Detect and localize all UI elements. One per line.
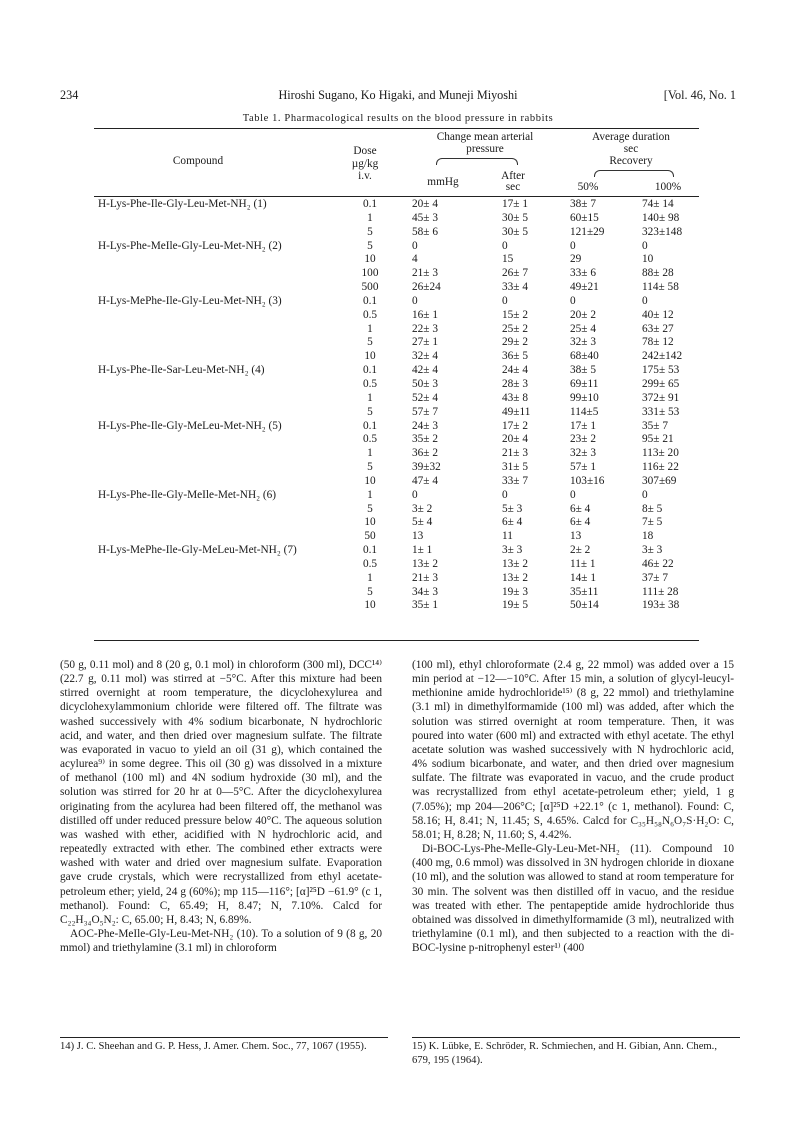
cell-after: 43± 8 — [502, 391, 528, 404]
cell-recovery-100: 372± 91 — [642, 391, 680, 404]
running-head — [60, 88, 736, 106]
cell-after: 6± 4 — [502, 516, 523, 529]
cell-after: 0 — [502, 239, 508, 252]
table-top-rule — [94, 128, 699, 129]
cell-mmhg: 22± 3 — [412, 322, 438, 335]
cell-recovery-100: 323±148 — [642, 225, 683, 238]
cell-recovery-100: 3± 3 — [642, 544, 663, 557]
cell-dose: 5 — [367, 461, 373, 474]
cell-recovery-100: 193± 38 — [642, 599, 680, 612]
cell-after: 11 — [502, 530, 513, 543]
cell-recovery-100: 0 — [642, 488, 648, 501]
cell-after: 31± 5 — [502, 461, 528, 474]
cell-recovery-100: 40± 12 — [642, 308, 674, 321]
cell-recovery-50: 50±14 — [570, 599, 599, 612]
paragraph: AOC-Phe-MeIle-Gly-Leu-Met-NH₂ (10). To a solution of 9 (8 g, 20 mmol) and triethylamine (3.1 ml) in chloroform — [60, 927, 382, 955]
header-after: After — [501, 170, 525, 182]
cell-recovery-50: 103±16 — [570, 474, 605, 487]
cell-after: 20± 4 — [502, 433, 528, 446]
cell-mmhg: 16± 1 — [412, 308, 438, 321]
table-row — [94, 226, 699, 240]
paragraph: (50 g, 0.11 mol) and 8 (20 g, 0.1 mol) in chloroform (300 ml), DCC¹⁴⁾ (22.7 g, 0.11 mol) was stirred at −5°C. After this mixture had been stirred overnight at room temperature, the dicyclohexylurea and dicyclohexylammonium chloride were filtered off. The filtrate was washed successively with 4% sodium bicarbonate, N hydrochloric acid, and water, and then dried over magnesium sulfate. The filtrate was evaporated in vacuo to yield an oil (31 g), which contained the acylurea⁹⁾ in some degree. This oil (30 g) was dissolved in a mixture of methanol (100 ml) and 4N sodium hydroxide (30 ml), and the solution was stirred for 20 hr at 0—5°C. After the dicyclohexylurea originating from the acylurea had been filtered off, the methanol was distilled off under reduced pressure below 40°C. The aqueous solution was washed with ether, acidified with N hydrochloric acid, and repeatedly extracted with ether. The combined ether extracts were washed with water and dried over magnesium sulfate. Evaporation gave crude crystals, which were recrystallized from ethyl acetate-petroleum ether; yield, 24 g (60%); mp 115—116°; [α]²⁵D −61.9° (c 1, methanol). Found: C, 65.49; H, 8.47; N, 7.10%. Calcd for C₂₂H₃₄O₅N₂: C, 65.00; H, 8.43; N, 6.89%. — [60, 659, 382, 926]
cell-recovery-50: 0 — [570, 239, 576, 252]
table-body — [94, 198, 699, 613]
cell-after: 49±11 — [502, 405, 531, 418]
cell-mmhg: 21± 3 — [412, 267, 438, 280]
table-row — [94, 544, 699, 558]
cell-dose: 100 — [361, 267, 379, 280]
table-row — [94, 323, 699, 337]
cell-mmhg: 0 — [412, 488, 418, 501]
cell-dose: 5 — [367, 405, 373, 418]
cell-recovery-100: 111± 28 — [642, 585, 679, 598]
cell-recovery-50: 13 — [570, 530, 582, 543]
cell-recovery-100: 95± 21 — [642, 433, 674, 446]
cell-after: 0 — [502, 488, 508, 501]
cell-recovery-50: 32± 3 — [570, 447, 596, 460]
cell-dose: 5 — [367, 585, 373, 598]
header-after-sec: sec — [505, 181, 521, 193]
cell-dose: 0.1 — [362, 419, 378, 432]
footnote-rule-left — [60, 1037, 388, 1038]
cell-after: 25± 2 — [502, 322, 528, 335]
cell-dose: 10 — [364, 474, 376, 487]
cell-compound: H-Lys-Phe-Ile-Gly-MeLeu-Met-NH₂ (5) — [98, 419, 282, 432]
cell-mmhg: 5± 4 — [412, 516, 433, 529]
cell-recovery-50: 2± 2 — [570, 544, 591, 557]
cell-dose: 1 — [367, 322, 373, 335]
cell-dose: 0.5 — [362, 433, 378, 446]
cell-recovery-100: 46± 22 — [642, 557, 674, 570]
cell-mmhg: 47± 4 — [412, 474, 438, 487]
cell-recovery-50: 29 — [570, 253, 582, 266]
cell-recovery-50: 69±11 — [570, 377, 599, 390]
table-row — [94, 392, 699, 406]
cell-after: 5± 3 — [502, 502, 523, 515]
table-bottom-rule — [94, 640, 699, 641]
cell-mmhg: 4 — [412, 253, 418, 266]
cell-recovery-100: 7± 5 — [642, 516, 663, 529]
cell-mmhg: 20± 4 — [412, 198, 438, 210]
cell-dose: 10 — [364, 350, 376, 363]
table-row — [94, 461, 699, 475]
cell-recovery-100: 78± 12 — [642, 336, 674, 349]
cell-after: 33± 7 — [502, 474, 528, 487]
table-row — [94, 378, 699, 392]
cell-recovery-50: 17± 1 — [570, 419, 596, 432]
cell-after: 15 — [502, 253, 514, 266]
table-row — [94, 281, 699, 295]
cell-recovery-100: 0 — [642, 239, 648, 252]
cell-after: 3± 3 — [502, 544, 523, 557]
cell-recovery-50: 35±11 — [570, 585, 599, 598]
cell-mmhg: 50± 3 — [412, 377, 438, 390]
cell-recovery-50: 60±15 — [570, 211, 599, 224]
cell-dose: 1 — [367, 391, 373, 404]
cell-after: 0 — [502, 294, 508, 307]
table-row — [94, 433, 699, 447]
cell-recovery-50: 38± 7 — [570, 198, 596, 210]
cell-after: 15± 2 — [502, 308, 528, 321]
cell-after: 33± 4 — [502, 281, 528, 294]
cell-recovery-100: 242±142 — [642, 350, 683, 363]
header-dose-unit: µg/kg — [351, 158, 379, 170]
table-row — [94, 516, 699, 530]
table-row — [94, 489, 699, 503]
cell-mmhg: 13 — [412, 530, 424, 543]
cell-compound: H-Lys-MePhe-Ile-Gly-MeLeu-Met-NH₂ (7) — [98, 544, 297, 557]
cell-dose: 5 — [367, 336, 373, 349]
cell-after: 19± 5 — [502, 599, 528, 612]
table-row — [94, 336, 699, 350]
cell-after: 19± 3 — [502, 585, 528, 598]
cell-recovery-50: 6± 4 — [570, 516, 591, 529]
cell-dose: 1 — [367, 211, 373, 224]
cell-dose: 10 — [364, 516, 376, 529]
cell-dose: 5 — [367, 225, 373, 238]
cell-recovery-50: 20± 2 — [570, 308, 596, 321]
cell-dose: 10 — [364, 599, 376, 612]
table-row — [94, 364, 699, 378]
cell-recovery-50: 23± 2 — [570, 433, 596, 446]
cell-recovery-50: 6± 4 — [570, 502, 591, 515]
cell-mmhg: 1± 1 — [412, 544, 433, 557]
cell-recovery-100: 35± 7 — [642, 419, 668, 432]
cell-recovery-50: 33± 6 — [570, 267, 596, 280]
running-head-volume: [Vol. 46, No. 1 — [663, 88, 736, 102]
cell-recovery-50: 25± 4 — [570, 322, 596, 335]
footnote-15: 15) K. Lübke, E. Schröder, R. Schmiechen, and H. Gibian, Ann. Chem., 679, 195 (1964). — [412, 1041, 717, 1066]
cell-mmhg: 35± 2 — [412, 433, 438, 446]
paragraph: (100 ml), ethyl chloroformate (2.4 g, 22 mmol) was added over a 15 min period at −12—−10°C. After 15 min, a solution of glycyl-leucyl-methionine amide hydrochloride¹⁵⁾ (8 g, 22 mmol) and triethylamine (3.1 ml) in dimethylformamide (100 ml) was added, after which the solution was stirred overnight at room temperature. Then, it was poured into water (600 ml) and extracted with ethyl acetate. The ethyl acetate solution was washed successively with N hydrochloric acid, 4% sodium bicarbonate, and water, and then dried over magnesium sulfate. The filtrate was evaporated in vacuo, and the crude product was recrystallized from ethyl acetate-petroleum ether; yield, 1 g (7.05%); mp 204—206°C; [α]²⁵D +22.1° (c 1, methanol). Found: C, 58.16; H, 8.41; N, 11.45; S, 4.65%. Calcd for C₃₅H₅₈N₆O₇S·H₂O: C, 58.01; H, 8.28; N, 11.60; S, 4.42%. — [412, 659, 734, 841]
cell-compound: H-Lys-Phe-Ile-Gly-Leu-Met-NH₂ (1) — [98, 198, 267, 210]
cell-recovery-100: 140± 98 — [642, 211, 680, 224]
header-avg-sec: sec — [623, 143, 639, 155]
cell-after: 13± 2 — [502, 557, 528, 570]
table-row — [94, 267, 699, 281]
cell-after: 21± 3 — [502, 447, 528, 460]
left-column — [60, 658, 382, 955]
footnote-14: 14) J. C. Sheehan and G. P. Hess, J. Amer. Chem. Soc., 77, 1067 (1955). — [60, 1041, 367, 1052]
cell-recovery-100: 74± 14 — [642, 198, 674, 210]
cell-recovery-50: 0 — [570, 294, 576, 307]
cell-mmhg: 34± 3 — [412, 585, 438, 598]
cell-recovery-50: 99±10 — [570, 391, 599, 404]
cell-recovery-100: 63± 27 — [642, 322, 674, 335]
cell-recovery-100: 331± 53 — [642, 405, 680, 418]
cell-recovery-50: 57± 1 — [570, 461, 596, 474]
cell-recovery-50: 14± 1 — [570, 571, 596, 584]
cell-dose: 5 — [367, 239, 373, 252]
cell-after: 29± 2 — [502, 336, 528, 349]
table-row — [94, 420, 699, 434]
cell-dose: 5 — [367, 502, 373, 515]
header-change: Change mean arterial — [436, 131, 534, 143]
table-row — [94, 253, 699, 267]
table-row — [94, 503, 699, 517]
cell-dose: 0.1 — [362, 198, 378, 210]
cell-recovery-50: 49±21 — [570, 281, 599, 294]
cell-after: 17± 1 — [502, 198, 528, 210]
cell-recovery-50: 32± 3 — [570, 336, 596, 349]
table-row — [94, 586, 699, 600]
cell-after: 26± 7 — [502, 267, 528, 280]
cell-recovery-100: 299± 65 — [642, 377, 680, 390]
cell-recovery-100: 18 — [642, 530, 654, 543]
cell-dose: 1 — [367, 447, 373, 460]
table-row — [94, 558, 699, 572]
header-pct100: 100% — [654, 181, 682, 193]
table-header-rule — [94, 196, 699, 197]
header-change-brace — [436, 158, 518, 165]
cell-mmhg: 21± 3 — [412, 571, 438, 584]
cell-mmhg: 0 — [412, 294, 418, 307]
cell-dose: 0.1 — [362, 294, 378, 307]
cell-mmhg: 35± 1 — [412, 599, 438, 612]
cell-mmhg: 27± 1 — [412, 336, 438, 349]
cell-dose: 10 — [364, 253, 376, 266]
cell-recovery-100: 116± 22 — [642, 461, 679, 474]
cell-mmhg: 26±24 — [412, 281, 441, 294]
page-number: 234 — [60, 88, 79, 102]
cell-dose: 1 — [367, 571, 373, 584]
cell-recovery-100: 88± 28 — [642, 267, 674, 280]
cell-mmhg: 52± 4 — [412, 391, 438, 404]
table-row — [94, 295, 699, 309]
cell-recovery-100: 113± 20 — [642, 447, 679, 460]
right-column — [412, 658, 734, 955]
header-dose: Dose — [353, 145, 377, 157]
cell-recovery-100: 8± 5 — [642, 502, 663, 515]
table-row — [94, 530, 699, 544]
cell-recovery-100: 114± 58 — [642, 281, 679, 294]
header-pct50: 50% — [577, 181, 599, 193]
cell-recovery-50: 114±5 — [570, 405, 599, 418]
cell-after: 13± 2 — [502, 571, 528, 584]
footnote-rule-right — [412, 1037, 740, 1038]
cell-mmhg: 3± 2 — [412, 502, 433, 515]
cell-after: 28± 3 — [502, 377, 528, 390]
table-row — [94, 572, 699, 586]
paragraph: Di-BOC-Lys-Phe-MeIle-Gly-Leu-Met-NH₂ (11). Compound 10 (400 mg, 0.6 mmol) was dissolved in 3N hydrogen chloride in dioxane (10 ml), and the solution was allowed to stand at room temperature for 30 min. The solvent was then distilled off in vacuo, and the residue was treated with ether. The pentapeptide amide hydrochloride thus obtained was dissolved in dimethylformamide (3 ml), neutralized with triethylamine (0.1 ml), and then subjected to a reaction with the di-BOC-lysine p-nitrophenyl ester¹⁾ (400 — [412, 843, 734, 955]
cell-dose: 0.5 — [362, 377, 378, 390]
cell-recovery-50: 38± 5 — [570, 364, 596, 377]
cell-mmhg: 24± 3 — [412, 419, 438, 432]
cell-after: 36± 5 — [502, 350, 528, 363]
cell-recovery-50: 11± 1 — [570, 557, 596, 570]
cell-after: 30± 5 — [502, 211, 528, 224]
cell-compound: H-Lys-MePhe-Ile-Gly-Leu-Met-NH₂ (3) — [98, 294, 282, 307]
header-compound: Compound — [172, 155, 224, 167]
cell-recovery-50: 0 — [570, 488, 576, 501]
cell-mmhg: 32± 4 — [412, 350, 438, 363]
table-row — [94, 447, 699, 461]
cell-recovery-100: 175± 53 — [642, 364, 680, 377]
header-avg-duration: Average duration — [592, 131, 670, 143]
table-row — [94, 599, 699, 613]
cell-recovery-50: 121±29 — [570, 225, 605, 238]
cell-mmhg: 45± 3 — [412, 211, 438, 224]
cell-dose: 0.5 — [362, 308, 378, 321]
cell-mmhg: 39±32 — [412, 461, 441, 474]
header-recovery-brace — [594, 170, 674, 177]
cell-recovery-100: 307±69 — [642, 474, 677, 487]
cell-mmhg: 36± 2 — [412, 447, 438, 460]
header-dose-route: i.v. — [358, 170, 372, 182]
cell-dose: 1 — [367, 488, 373, 501]
running-head-authors: Hiroshi Sugano, Ko Higaki, and Muneji Miyoshi — [278, 88, 518, 102]
cell-after: 17± 2 — [502, 419, 528, 432]
cell-after: 30± 5 — [502, 225, 528, 238]
cell-mmhg: 0 — [412, 239, 418, 252]
cell-dose: 0.1 — [362, 544, 378, 557]
header-recovery: Recovery — [609, 155, 653, 167]
cell-compound: H-Lys-Phe-MeIle-Gly-Leu-Met-NH₂ (2) — [98, 239, 282, 252]
table-caption: Table 1. Pharmacological results on the blood pressure in rabbits — [242, 113, 554, 124]
table-row — [94, 240, 699, 254]
table-row — [94, 475, 699, 489]
cell-compound: H-Lys-Phe-Ile-Sar-Leu-Met-NH₂ (4) — [98, 364, 265, 377]
cell-dose: 0.5 — [362, 557, 378, 570]
cell-recovery-100: 10 — [642, 253, 654, 266]
cell-recovery-100: 0 — [642, 294, 648, 307]
table-row — [94, 406, 699, 420]
table-row — [94, 350, 699, 364]
header-change-pressure: pressure — [466, 143, 504, 155]
table-row — [94, 212, 699, 226]
cell-dose: 0.1 — [362, 364, 378, 377]
cell-mmhg: 13± 2 — [412, 557, 438, 570]
cell-recovery-50: 68±40 — [570, 350, 599, 363]
table-row — [94, 309, 699, 323]
cell-mmhg: 42± 4 — [412, 364, 438, 377]
cell-dose: 50 — [364, 530, 376, 543]
header-mmhg: mmHg — [427, 176, 459, 188]
cell-after: 24± 4 — [502, 364, 528, 377]
cell-recovery-100: 37± 7 — [642, 571, 668, 584]
cell-mmhg: 57± 7 — [412, 405, 438, 418]
cell-dose: 500 — [361, 281, 379, 294]
table-row — [94, 198, 699, 212]
cell-compound: H-Lys-Phe-Ile-Gly-MeIle-Met-NH₂ (6) — [98, 488, 277, 501]
cell-mmhg: 58± 6 — [412, 225, 438, 238]
